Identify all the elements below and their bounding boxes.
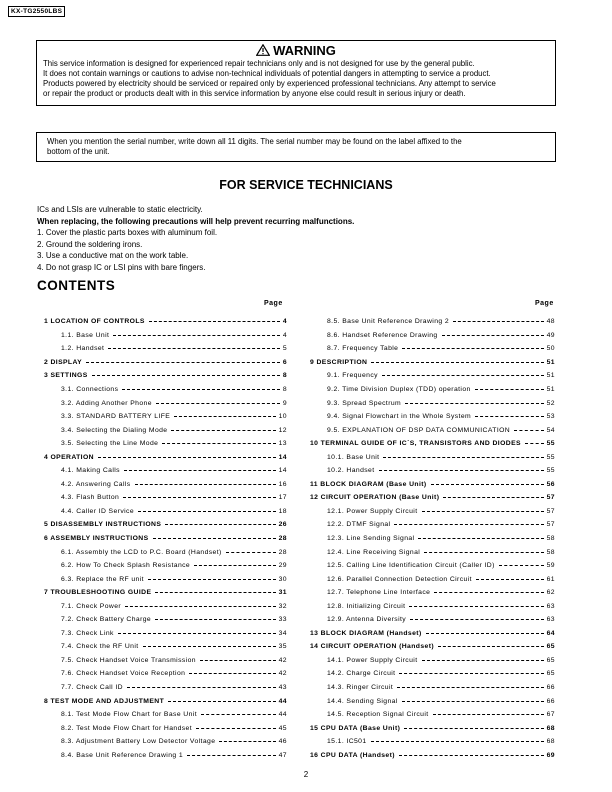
toc-dot-leader (165, 524, 275, 525)
toc-entry[interactable] (310, 735, 555, 749)
precaution-item: 2. Ground the soldering irons. (37, 239, 143, 249)
toc-entry-page: 65 (546, 656, 555, 664)
toc-entry-page: 65 (546, 670, 555, 678)
toc-dot-leader (371, 741, 544, 742)
toc-dot-leader (525, 443, 544, 444)
serial-number-note (36, 132, 556, 162)
toc-entry-title: 12.1. Power Supply Circuit (310, 508, 420, 515)
toc-entry[interactable] (310, 491, 555, 505)
toc-entry[interactable] (310, 572, 555, 586)
toc-dot-leader (443, 497, 543, 498)
toc-dot-leader (155, 592, 275, 593)
toc-dot-leader (431, 484, 544, 485)
toc-entry-title: 8.7. Frequency Table (310, 345, 400, 352)
toc-dot-leader (499, 565, 544, 566)
toc-entry-page: 43 (278, 684, 287, 692)
toc-entry-title: 8 TEST MODE AND ADJUSTMENT (44, 697, 165, 705)
service-technicians-heading: FOR SERVICE TECHNICIANS (219, 178, 393, 192)
toc-entry-page: 13 (278, 440, 287, 448)
toc-entry-page: 54 (546, 426, 555, 434)
toc-entry-title: 8.4. Base Unit Reference Drawing 1 (44, 752, 185, 759)
toc-entry[interactable] (44, 505, 287, 519)
toc-entry[interactable] (310, 464, 555, 478)
toc-entry-page: 58 (546, 548, 555, 556)
toc-entry-page: 44 (278, 711, 287, 719)
precaution-item: 1. Cover the plastic parts boxes with aluminum foil. (37, 228, 218, 238)
toc-entry-page: 16 (278, 480, 287, 488)
toc-dot-leader (371, 362, 543, 363)
toc-entry[interactable] (310, 681, 555, 695)
toc-dot-leader (424, 552, 543, 553)
toc-dot-leader (138, 511, 276, 512)
toc-entry-title: 9 DESCRIPTION (310, 358, 368, 366)
toc-entry-title: 12 CIRCUIT OPERATION (Base Unit) (310, 494, 440, 502)
warning-line: or repair the product or products dealt with in this service information by anyone else could result in serious injury or death. (43, 89, 466, 98)
toc-entry[interactable] (310, 694, 555, 708)
precaution-item: 4. Do not grasp IC or LSI pins with bare fingers. (37, 262, 206, 272)
toc-entry-title: 8.5. Base Unit Reference Drawing 2 (310, 318, 451, 325)
toc-entry-title: 9.3. Spread Spectrum (310, 400, 403, 407)
toc-entry-title: 15.1. IC501 (310, 738, 369, 745)
toc-entry-title: 6.3. Replace the RF unit (44, 576, 146, 583)
toc-entry-title: 12.7. Telephone Line Interface (310, 589, 432, 596)
toc-entry-title: 3.3. STANDARD BATTERY LIFE (44, 413, 172, 420)
toc-entry-page: 28 (278, 548, 287, 556)
toc-entry[interactable] (44, 437, 287, 451)
toc-entry[interactable] (310, 708, 555, 722)
static-precautions (37, 204, 354, 274)
warning-line: This service information is designed for experienced repair technicians only and is not designed for use by the general public. (43, 59, 475, 68)
toc-entry[interactable] (44, 329, 287, 343)
toc-dot-leader (433, 714, 544, 715)
toc-entry[interactable] (310, 559, 555, 573)
toc-entry-title: 7.3. Check Link (44, 630, 116, 637)
toc-entry[interactable] (44, 478, 287, 492)
toc-entry[interactable] (310, 518, 555, 532)
toc-entry[interactable] (310, 383, 555, 397)
precaution-bold-note: When replacing, the following precautions will help prevent recurring malfunctions. (37, 216, 355, 226)
toc-dot-leader (155, 619, 276, 620)
toc-dot-leader (410, 619, 544, 620)
toc-dot-leader (98, 457, 276, 458)
toc-entry[interactable] (310, 654, 555, 668)
toc-entry[interactable] (44, 410, 287, 424)
toc-entry[interactable] (310, 599, 555, 613)
toc-entry-page: 32 (278, 602, 287, 610)
toc-entry[interactable] (310, 640, 555, 654)
toc-dot-leader (200, 660, 276, 661)
toc-entry-page: 50 (546, 345, 555, 353)
toc-dot-leader (382, 375, 544, 376)
toc-entry-page: 17 (278, 494, 287, 502)
toc-entry-page: 59 (546, 562, 555, 570)
toc-dot-leader (426, 633, 544, 634)
toc-entry[interactable] (310, 721, 555, 735)
toc-entry[interactable] (44, 586, 287, 600)
toc-entry-title: 6 ASSEMBLY INSTRUCTIONS (44, 535, 149, 543)
toc-dot-leader (475, 389, 544, 390)
toc-entry-title: 12.8. Initializing Circuit (310, 603, 407, 610)
toc-entry-page: 4 (282, 318, 287, 326)
toc-entry-page: 18 (278, 507, 287, 515)
toc-dot-leader (434, 592, 543, 593)
toc-dot-leader (92, 375, 280, 376)
toc-entry-page: 69 (546, 751, 555, 759)
toc-entry-title: 10.2. Handset (310, 467, 377, 474)
toc-entry[interactable] (310, 315, 555, 329)
toc-entry[interactable] (44, 749, 287, 763)
toc-entry-page: 14 (278, 453, 287, 461)
page-column-header-right: Page (535, 300, 554, 307)
model-number-tag: KX-TG2550LBS (8, 6, 65, 17)
toc-entry-page: 12 (278, 426, 287, 434)
toc-entry-title: 14.5. Reception Signal Circuit (310, 711, 431, 718)
toc-entry-page: 26 (278, 521, 287, 529)
toc-entry[interactable] (44, 694, 287, 708)
toc-entry-title: 12.4. Line Receiving Signal (310, 549, 422, 556)
warning-title (37, 43, 555, 58)
toc-entry-page: 29 (278, 562, 287, 570)
page-column-header-left: Page (264, 300, 283, 307)
toc-entry-title: 1.2. Handset (44, 345, 106, 352)
toc-entry[interactable] (44, 654, 287, 668)
toc-entry-page: 62 (546, 589, 555, 597)
toc-dot-leader (404, 728, 543, 729)
toc-entry-title: 7.6. Check Handset Voice Reception (44, 670, 187, 677)
toc-entry-page: 66 (546, 684, 555, 692)
toc-entry-title: 7.5. Check Handset Voice Transmission (44, 657, 198, 664)
warning-line: It does not contain warnings or cautions to advise non-technical individuals of potential dangers in attempting to service a product. (43, 69, 491, 78)
toc-dot-leader (124, 470, 276, 471)
toc-entry-title: 7.4. Check the RF Unit (44, 643, 141, 650)
toc-entry-page: 48 (546, 318, 555, 326)
toc-entry[interactable] (310, 423, 555, 437)
toc-dot-leader (122, 389, 279, 390)
contents-heading: CONTENTS (37, 278, 116, 293)
toc-entry-page: 31 (278, 589, 287, 597)
toc-entry[interactable] (310, 505, 555, 519)
toc-dot-leader (127, 687, 276, 688)
toc-entry-page: 44 (278, 697, 287, 705)
toc-entry[interactable] (310, 749, 555, 763)
toc-entry-page: 10 (278, 413, 287, 421)
toc-entry[interactable] (310, 369, 555, 383)
toc-dot-leader (108, 348, 279, 349)
toc-dot-leader (86, 362, 280, 363)
toc-dot-leader (153, 538, 276, 539)
toc-entry-title: 12.6. Parallel Connection Detection Circuit (310, 576, 474, 583)
toc-dot-leader (113, 335, 280, 336)
toc-entry-title: 8.1. Test Mode Flow Chart for Base Unit (44, 711, 199, 718)
toc-entry[interactable] (44, 640, 287, 654)
toc-dot-leader (148, 579, 276, 580)
precaution-intro: ICs and LSIs are vulnerable to static electricity. (37, 205, 203, 214)
toc-dot-leader (418, 538, 543, 539)
toc-dot-leader (402, 348, 543, 349)
toc-dot-leader (196, 728, 276, 729)
warning-text (43, 59, 551, 99)
toc-entry-title: 12.2. DTMF Signal (310, 521, 392, 528)
toc-entry[interactable] (44, 315, 287, 329)
toc-entry-title: 4.2. Answering Calls (44, 481, 133, 488)
toc-entry[interactable] (44, 627, 287, 641)
toc-entry[interactable] (44, 423, 287, 437)
toc-entry-title: 3.4. Selecting the Dialing Mode (44, 427, 169, 434)
toc-entry-page: 34 (278, 629, 287, 637)
toc-entry-title: 3.5. Selecting the Line Mode (44, 440, 160, 447)
toc-entry-title: 8.6. Handset Reference Drawing (310, 332, 440, 339)
toc-dot-leader (135, 484, 276, 485)
toc-entry-title: 11 BLOCK DIAGRAM (Base Unit) (310, 480, 427, 488)
toc-entry[interactable] (310, 545, 555, 559)
toc-entry-page: 14 (278, 467, 287, 475)
toc-entry-title: 3.2. Adding Another Phone (44, 400, 154, 407)
toc-dot-leader (168, 701, 275, 702)
toc-entry-title: 4.1. Making Calls (44, 467, 122, 474)
toc-entry[interactable] (44, 559, 287, 573)
toc-entry-page: 51 (546, 358, 555, 366)
toc-entry-page: 61 (546, 575, 555, 583)
toc-entry[interactable] (44, 613, 287, 627)
toc-entry-page: 28 (278, 535, 287, 543)
toc-entry-page: 55 (546, 440, 555, 448)
toc-entry-page: 35 (278, 643, 287, 651)
toc-entry-page: 57 (546, 521, 555, 529)
toc-entry-title: 14 CIRCUIT OPERATION (Handset) (310, 643, 435, 651)
toc-entry-title: 3 SETTINGS (44, 372, 88, 380)
toc-dot-leader (397, 687, 543, 688)
toc-entry-page: 65 (546, 643, 555, 651)
toc-entry-page: 47 (278, 751, 287, 759)
toc-entry-page: 68 (546, 724, 555, 732)
toc-entry-title: 15 CPU DATA (Base Unit) (310, 724, 401, 732)
toc-entry[interactable] (44, 464, 287, 478)
toc-entry[interactable] (310, 586, 555, 600)
toc-entry-page: 68 (546, 738, 555, 746)
toc-entry-title: 6.1. Assembly the LCD to P.C. Board (Handset) (44, 549, 224, 556)
toc-entry-page: 42 (278, 670, 287, 678)
toc-dot-leader (405, 403, 544, 404)
toc-entry-page: 5 (282, 345, 287, 353)
toc-left-column (44, 315, 287, 762)
toc-entry-title: 14.2. Charge Circuit (310, 670, 397, 677)
toc-entry-page: 67 (546, 711, 555, 719)
toc-dot-leader (149, 321, 280, 322)
toc-entry-page: 57 (546, 494, 555, 502)
warning-title-text: WARNING (273, 43, 336, 58)
toc-entry[interactable] (44, 667, 287, 681)
toc-entry-page: 57 (546, 507, 555, 515)
toc-dot-leader (219, 741, 275, 742)
warning-triangle-icon (256, 44, 270, 56)
precaution-item: 3. Use a conductive mat on the work table. (37, 251, 189, 261)
toc-entry[interactable] (310, 478, 555, 492)
warning-line: Products powered by electricity should be serviced or repaired only by experienced professional technicians. Any attempt to service (43, 79, 496, 88)
toc-entry-title: 4.4. Caller ID Service (44, 508, 136, 515)
toc-entry-title: 14.4. Sending Signal (310, 698, 400, 705)
toc-entry-page: 45 (278, 724, 287, 732)
toc-entry-title: 9.2. Time Division Duplex (TDD) operation (310, 386, 473, 393)
toc-entry-page: 56 (546, 480, 555, 488)
toc-entry-page: 30 (278, 575, 287, 583)
toc-dot-leader (194, 565, 276, 566)
toc-entry-title: 10.1. Base Unit (310, 454, 381, 461)
toc-entry[interactable] (44, 532, 287, 546)
toc-entry[interactable] (44, 735, 287, 749)
toc-entry-title: 10 TERMINAL GUIDE OF IC`S, TRANSISTORS AND DIODES (310, 440, 521, 448)
toc-entry-title: 12.3. Line Sending Signal (310, 535, 416, 542)
toc-entry-title: 12.9. Antenna Diversity (310, 616, 408, 623)
toc-dot-leader (118, 633, 276, 634)
toc-entry-page: 8 (282, 386, 287, 393)
toc-entry[interactable] (310, 410, 555, 424)
toc-dot-leader (187, 755, 276, 756)
toc-entry-title: 2 DISPLAY (44, 358, 83, 366)
toc-entry[interactable] (44, 572, 287, 586)
toc-entry[interactable] (44, 708, 287, 722)
toc-entry-title: 1.1. Base Unit (44, 332, 111, 339)
toc-entry-page: 64 (546, 629, 555, 637)
toc-dot-leader (476, 579, 544, 580)
toc-dot-leader (394, 524, 543, 525)
toc-entry-title: 9.4. Signal Flowchart in the Whole System (310, 413, 473, 420)
toc-entry[interactable] (44, 545, 287, 559)
toc-entry-page: 55 (546, 453, 555, 461)
toc-dot-leader (156, 403, 280, 404)
toc-entry[interactable] (310, 356, 555, 370)
toc-dot-leader (123, 497, 275, 498)
toc-entry[interactable] (44, 721, 287, 735)
toc-entry[interactable] (44, 450, 287, 464)
serial-note-line: bottom of the unit. (47, 147, 110, 156)
toc-entry[interactable] (44, 681, 287, 695)
toc-entry[interactable] (44, 342, 287, 356)
toc-entry[interactable] (310, 437, 555, 451)
toc-entry[interactable] (310, 396, 555, 410)
toc-entry-title: 1 LOCATION OF CONTROLS (44, 318, 145, 326)
toc-entry-title: 7.7. Check Call ID (44, 684, 125, 691)
toc-dot-leader (189, 673, 275, 674)
toc-entry-page: 8 (282, 372, 287, 380)
toc-entry[interactable] (44, 491, 287, 505)
toc-entry-page: 55 (546, 467, 555, 475)
toc-entry[interactable] (44, 356, 287, 370)
toc-dot-leader (409, 606, 543, 607)
toc-entry-title: 4 OPERATION (44, 453, 94, 461)
toc-entry-title: 6.2. How To Check Splash Resistance (44, 562, 192, 569)
page-number: 2 (303, 770, 309, 779)
toc-entry-page: 46 (278, 738, 287, 746)
toc-entry-title: 7.1. Check Power (44, 603, 123, 610)
toc-dot-leader (402, 701, 544, 702)
toc-entry-page: 63 (546, 616, 555, 624)
toc-entry[interactable] (44, 383, 287, 397)
toc-right-column (310, 315, 555, 762)
toc-entry-page: 9 (282, 399, 287, 407)
toc-entry-title: 14.1. Power Supply Circuit (310, 657, 420, 664)
toc-entry[interactable] (44, 518, 287, 532)
toc-dot-leader (399, 673, 543, 674)
toc-entry-title: 9.1. Frequency (310, 372, 380, 379)
toc-dot-leader (475, 416, 544, 417)
toc-entry-title: 9.5. EXPLANATION OF DSP DATA COMMUNICATION (310, 427, 512, 434)
toc-dot-leader (422, 660, 544, 661)
serial-note-line: When you mention the serial number, write down all 11 digits. The serial number may be found on the label affixed to the (47, 137, 462, 146)
toc-entry-title: 16 CPU DATA (Handset) (310, 751, 395, 759)
toc-entry-title: 14.3. Ringer Circuit (310, 684, 395, 691)
toc-entry[interactable] (44, 599, 287, 613)
toc-entry[interactable] (310, 329, 555, 343)
toc-entry[interactable] (310, 613, 555, 627)
toc-dot-leader (399, 755, 544, 756)
warning-box (36, 40, 556, 106)
toc-entry-title: 8.3. Adjustment Battery Low Detector Voltage (44, 738, 217, 745)
toc-dot-leader (143, 646, 276, 647)
toc-dot-leader (514, 430, 544, 431)
toc-entry-page: 51 (546, 386, 555, 393)
toc-dot-leader (162, 443, 275, 444)
toc-entry-title: 12.5. Calling Line Identification Circuit (Caller ID) (310, 562, 497, 569)
toc-entry[interactable] (44, 369, 287, 383)
toc-entry[interactable] (310, 532, 555, 546)
toc-entry[interactable] (44, 396, 287, 410)
toc-dot-leader (422, 511, 544, 512)
toc-dot-leader (379, 470, 544, 471)
toc-entry-page: 58 (546, 535, 555, 543)
toc-dot-leader (174, 416, 275, 417)
toc-entry-page: 53 (546, 413, 555, 421)
toc-entry-title: 13 BLOCK DIAGRAM (Handset) (310, 629, 422, 637)
toc-dot-leader (226, 552, 276, 553)
toc-entry[interactable] (310, 627, 555, 641)
toc-dot-leader (125, 606, 276, 607)
toc-entry-page: 33 (278, 616, 287, 624)
toc-dot-leader (442, 335, 544, 336)
toc-entry[interactable] (310, 342, 555, 356)
toc-entry-page: 6 (282, 358, 287, 366)
toc-entry-page: 51 (546, 372, 555, 380)
toc-entry-page: 42 (278, 656, 287, 664)
toc-dot-leader (438, 646, 544, 647)
toc-dot-leader (383, 457, 543, 458)
toc-entry-title: 4.3. Flash Button (44, 494, 121, 501)
toc-entry-page: 52 (546, 399, 555, 407)
toc-entry-page: 49 (546, 331, 555, 339)
toc-entry-title: 8.2. Test Mode Flow Chart for Handset (44, 725, 194, 732)
toc-dot-leader (171, 430, 275, 431)
toc-entry[interactable] (310, 667, 555, 681)
toc-dot-leader (201, 714, 276, 715)
toc-dot-leader (453, 321, 544, 322)
toc-entry-page: 4 (282, 331, 287, 339)
toc-entry-title: 7 TROUBLESHOOTING GUIDE (44, 589, 152, 597)
toc-entry-title: 7.2. Check Battery Charge (44, 616, 153, 623)
toc-entry-title: 3.1. Connections (44, 386, 120, 393)
toc-entry[interactable] (310, 450, 555, 464)
toc-entry-page: 63 (546, 602, 555, 610)
toc-entry-page: 66 (546, 697, 555, 705)
toc-entry-title: 5 DISASSEMBLY INSTRUCTIONS (44, 521, 162, 529)
